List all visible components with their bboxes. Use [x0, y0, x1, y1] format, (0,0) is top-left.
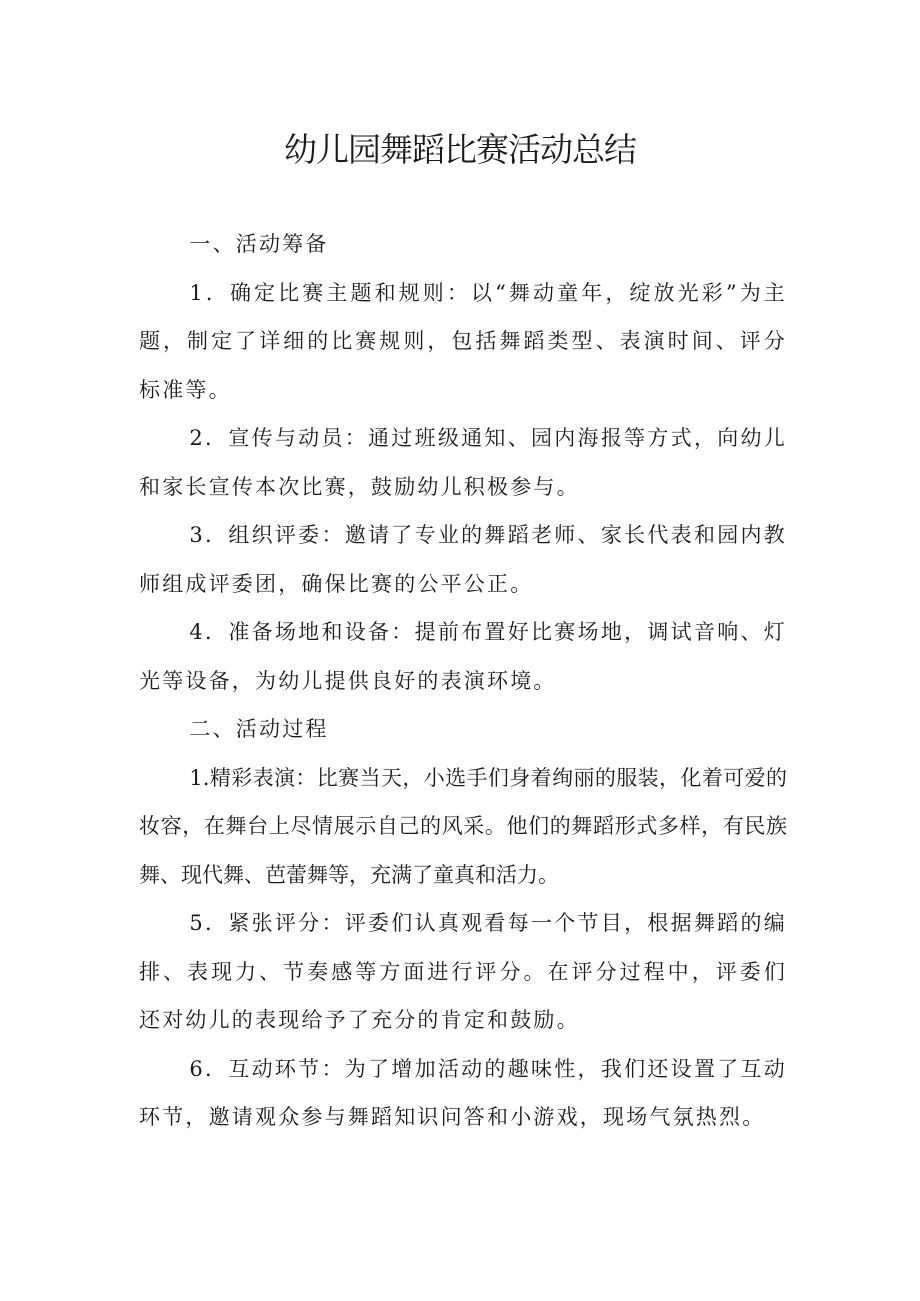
paragraph-theme-rules: 1．确定比赛主题和规则：以“舞动童年，绽放光彩”为主题，制定了详细的比赛规则，包括舞蹈类型、表演时间、评分标准等。	[139, 280, 787, 402]
document-title: 幼儿园舞蹈比赛活动总结	[284, 130, 636, 169]
paragraph-judges: 3．组织评委：邀请了专业的舞蹈老师、家长代表和园内教师组成评委团，确保比赛的公平公正。	[139, 523, 787, 596]
section-heading-process: 二、活动过程	[189, 717, 329, 741]
paragraph-interaction: 6．互动环节：为了增加活动的趣味性，我们还设置了互动环节，邀请观众参与舞蹈知识问答和小游戏，现场气氛热烈。	[139, 1056, 787, 1129]
document-body	[139, 220, 787, 1142]
section-heading-preparation: 一、活动筹备	[189, 232, 329, 256]
paragraph-performance: 1.精彩表演：比赛当天，小选手们身着绚丽的服装，化着可爱的妆容，在舞台上尽情展示自己的风采。他们的舞蹈形式多样，有民族舞、现代舞、芭蕾舞等，充满了童真和活力。	[139, 765, 787, 887]
paragraph-publicity: 2．宣传与动员：通过班级通知、园内海报等方式，向幼儿和家长宣传本次比赛，鼓励幼儿积极参与。	[139, 426, 787, 499]
paragraph-venue: 4．准备场地和设备：提前布置好比赛场地，调试音响、灯光等设备，为幼儿提供良好的表演环境。	[139, 620, 787, 693]
paragraph-scoring: 5．紧张评分：评委们认真观看每一个节目，根据舞蹈的编排、表现力、节奏感等方面进行评分。在评分过程中，评委们还对幼儿的表现给予了充分的肯定和鼓励。	[139, 911, 787, 1032]
